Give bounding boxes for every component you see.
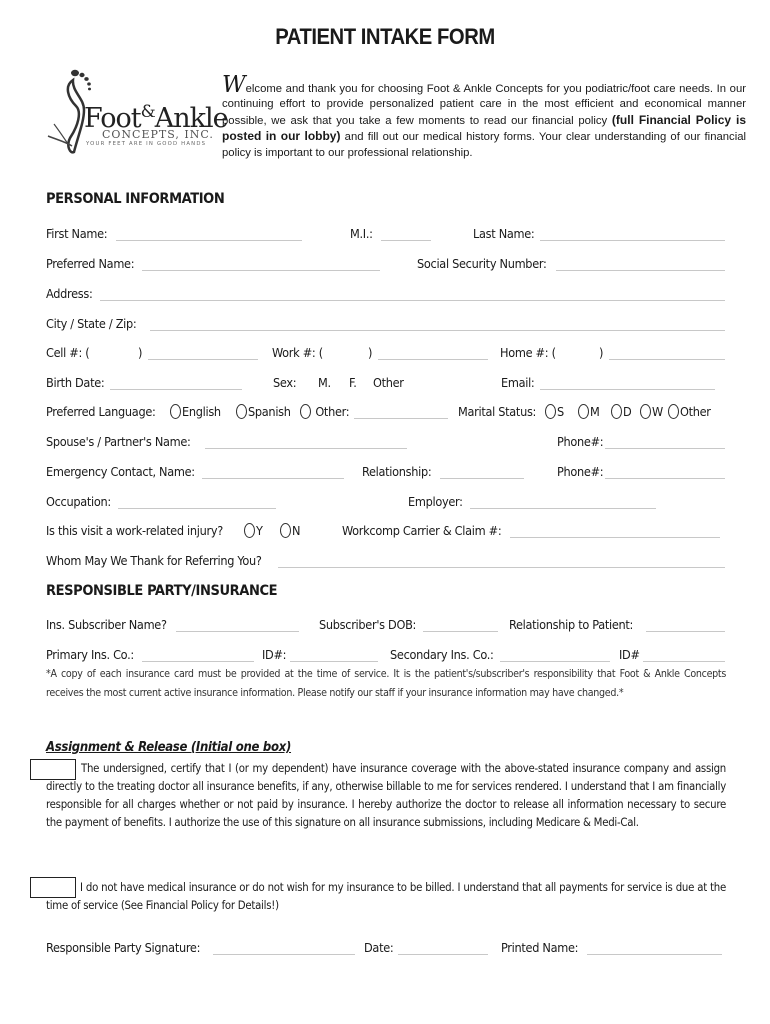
assignment-paragraph: The undersigned, certify that I (or my dependent) have insurance coverage with the above-stated insurance company and assign directly to the treating doctor all insurance benefits, if any, otherwise billable to me for services rendered. I understand that I am financially responsible for all charges whether or not paid by insurance. I hereby authorize the doctor to release all information necessary to secure the payment of benefits. I authorize the use of this signature on all insurance submissions, including Medicare & Medi-Cal.: [46, 762, 726, 829]
work-injury-no-label: N: [292, 523, 301, 538]
work-injury-yes-label: Y: [256, 523, 263, 538]
lang-other-option[interactable]: [300, 404, 349, 419]
emergency-phone-label: Phone#:: [557, 464, 604, 479]
marital-w-option[interactable]: [640, 404, 663, 419]
relationship-to-patient-field[interactable]: [646, 631, 725, 632]
lang-english-option[interactable]: [170, 404, 221, 419]
employer-label: Employer:: [408, 494, 463, 509]
referral-field[interactable]: [278, 567, 725, 568]
work-injury-yes-option[interactable]: [244, 523, 263, 538]
marital-w-label: W: [652, 404, 663, 419]
sex-label: Sex:: [273, 375, 297, 390]
marital-s-label: S: [557, 404, 564, 419]
workcomp-field[interactable]: [510, 537, 720, 538]
employer-field[interactable]: [470, 508, 656, 509]
cell-paren: ): [138, 345, 143, 360]
primary-id-label: ID#:: [262, 647, 287, 662]
email-field[interactable]: [540, 389, 715, 390]
work-phone-label: Work #: (: [272, 345, 323, 360]
logo-foot: Foot: [84, 103, 141, 134]
lang-spanish-option[interactable]: [236, 404, 291, 419]
cell-label: Cell #: (: [46, 345, 90, 360]
sex-m-option[interactable]: M.: [318, 375, 331, 390]
home-phone-field[interactable]: [609, 359, 725, 360]
ssn-label: Social Security Number:: [417, 256, 547, 271]
subscriber-name-field[interactable]: [176, 631, 299, 632]
address-label: Address:: [46, 286, 93, 301]
radio-icon[interactable]: [244, 523, 255, 538]
lang-other-label: Other:: [315, 404, 350, 419]
emergency-contact-field[interactable]: [202, 478, 344, 479]
sex-f-option[interactable]: F.: [349, 375, 357, 390]
printed-name-field[interactable]: [587, 954, 722, 955]
welcome-paragraph: [222, 72, 746, 161]
no-insurance-paragraph: I do not have medical insurance or do not wish for my insurance to be billed. I understand that all payments for service is due at the time of service (See Financial Policy for Details!): [46, 881, 726, 912]
preferred-language-label: Preferred Language:: [46, 404, 156, 419]
city-state-zip-field[interactable]: [150, 330, 725, 331]
relationship-field[interactable]: [440, 478, 524, 479]
birth-date-label: Birth Date:: [46, 375, 105, 390]
marital-d-label: D: [623, 404, 632, 419]
email-label: Email:: [501, 375, 535, 390]
spouse-name-label: Spouse's / Partner's Name:: [46, 434, 191, 449]
marital-d-option[interactable]: [611, 404, 631, 419]
company-logo: [44, 66, 228, 158]
radio-icon[interactable]: [545, 404, 556, 419]
home-paren: ): [599, 345, 604, 360]
secondary-ins-field[interactable]: [500, 661, 610, 662]
preferred-name-label: Preferred Name:: [46, 256, 135, 271]
marital-other-option[interactable]: [668, 404, 711, 419]
logo-subtitle: CONCEPTS, INC.: [102, 128, 214, 141]
lang-other-field[interactable]: [354, 418, 448, 419]
welcome-text-2: and fill out our medical history forms. Your clear understanding of our financial policy is important to our professional relationship.: [222, 131, 746, 159]
lang-english-label: English: [182, 404, 221, 419]
personal-info-heading: PERSONAL INFORMATION: [46, 191, 225, 207]
welcome-drop-cap: W: [222, 72, 246, 98]
marital-m-option[interactable]: [578, 404, 599, 419]
printed-name-label: Printed Name:: [501, 940, 579, 955]
city-state-zip-label: City / State / Zip:: [46, 316, 137, 331]
date-label: Date:: [364, 940, 394, 955]
secondary-id-label: ID#: [619, 647, 640, 662]
sex-other-option[interactable]: Other: [373, 375, 404, 390]
occupation-field[interactable]: [118, 508, 276, 509]
date-field[interactable]: [398, 954, 488, 955]
marital-s-option[interactable]: [545, 404, 564, 419]
last-name-label: Last Name:: [473, 226, 535, 241]
relationship-label: Relationship:: [362, 464, 432, 479]
primary-ins-field[interactable]: [142, 661, 254, 662]
page-title: PATIENT INTAKE FORM: [275, 24, 495, 49]
work-injury-no-option[interactable]: [280, 523, 300, 538]
mi-field[interactable]: [381, 240, 431, 241]
secondary-ins-label: Secondary Ins. Co.:: [390, 647, 494, 662]
relationship-to-patient-label: Relationship to Patient:: [509, 617, 634, 632]
assignment-heading: Assignment & Release (Initial one box): [46, 740, 292, 755]
work-paren: ): [368, 345, 373, 360]
spouse-phone-field[interactable]: [605, 448, 725, 449]
spouse-name-field[interactable]: [205, 448, 407, 449]
radio-icon[interactable]: [300, 404, 311, 419]
home-phone-label: Home #: (: [500, 345, 556, 360]
marital-status-label: Marital Status:: [458, 404, 537, 419]
radio-icon[interactable]: [578, 404, 589, 419]
last-name-field[interactable]: [540, 240, 725, 241]
marital-other-label: Other: [680, 404, 711, 419]
insurance-heading: RESPONSIBLE PARTY/INSURANCE: [46, 583, 278, 599]
preferred-name-field[interactable]: [142, 270, 380, 271]
mi-label: M.I.:: [350, 226, 373, 241]
logo-tagline: YOUR FEET ARE IN GOOD HANDS: [86, 141, 207, 147]
radio-icon[interactable]: [668, 404, 679, 419]
radio-icon[interactable]: [611, 404, 622, 419]
logo-ankle: Ankle: [154, 103, 228, 134]
occupation-label: Occupation:: [46, 494, 111, 509]
insurance-note: *A copy of each insurance card must be provided at the time of service. It is the patient's/subscriber's responsibility that Foot & Ankle Concepts receives the most current active insurance information. Please notify our staff if your insurance information may have changed.*: [46, 668, 726, 699]
emergency-contact-label: Emergency Contact, Name:: [46, 464, 195, 479]
radio-icon[interactable]: [640, 404, 651, 419]
radio-icon[interactable]: [280, 523, 291, 538]
subscriber-dob-field[interactable]: [423, 631, 498, 632]
marital-m-label: M: [590, 404, 600, 419]
subscriber-dob-label: Subscriber's DOB:: [319, 617, 417, 632]
radio-icon[interactable]: [170, 404, 181, 419]
work-injury-label: Is this visit a work-related injury?: [46, 523, 223, 538]
signature-label: Responsible Party Signature:: [46, 940, 201, 955]
address-field[interactable]: [100, 300, 725, 301]
radio-icon[interactable]: [236, 404, 247, 419]
secondary-id-field[interactable]: [643, 661, 725, 662]
welcome-bold: (full Financial Policy is posted in our lobby): [222, 112, 746, 144]
ssn-field[interactable]: [556, 270, 725, 271]
first-name-label: First Name:: [46, 226, 108, 241]
referral-label: Whom May We Thank for Referring You?: [46, 553, 262, 568]
birth-date-field[interactable]: [110, 389, 242, 390]
spouse-phone-label: Phone#:: [557, 434, 604, 449]
primary-ins-label: Primary Ins. Co.:: [46, 647, 134, 662]
welcome-text-1: elcome and thank you for choosing Foot & Ankle Concepts for you podiatric/foot care needs. In our continuing effort to provide personalized patient care in the most efficient and economical manner possible, we ask that you take a few moments to read our financial policy: [222, 83, 746, 127]
signature-field[interactable]: [213, 954, 355, 955]
logo-amp: &: [140, 102, 155, 122]
lang-spanish-label: Spanish: [248, 404, 291, 419]
primary-id-field[interactable]: [290, 661, 378, 662]
subscriber-name-label: Ins. Subscriber Name?: [46, 617, 167, 632]
first-name-field[interactable]: [116, 240, 302, 241]
workcomp-label: Workcomp Carrier & Claim #:: [342, 523, 502, 538]
cell-field[interactable]: [148, 359, 258, 360]
emergency-phone-field[interactable]: [605, 478, 725, 479]
work-phone-field[interactable]: [378, 359, 488, 360]
